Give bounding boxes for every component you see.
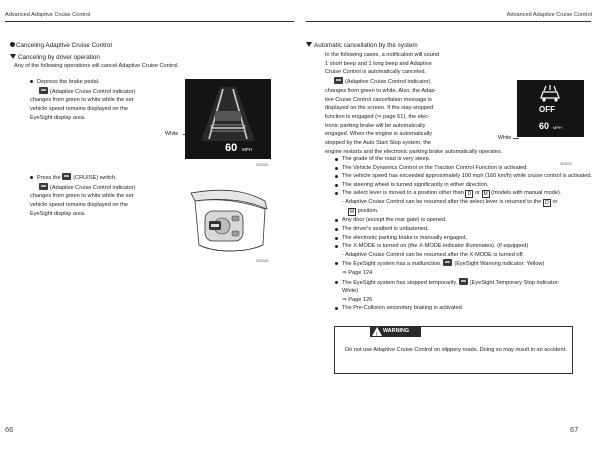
m-position-icon: M [483, 191, 488, 198]
fig3-unit: MPH [553, 125, 562, 130]
fig2-id: S03183 [256, 259, 269, 263]
header-divider-right [306, 21, 591, 22]
cruise-switch-icon [62, 173, 71, 180]
m-position-icon: M [349, 209, 355, 216]
fig3-id: S03037 [560, 162, 573, 166]
page-number-left: 66 [5, 425, 14, 434]
triangle-down-icon [306, 42, 312, 47]
fig1-id: S03020 [256, 163, 269, 167]
list-item: The vehicle speed has exceeded approximately 100 mph (160 km/h) while cruise control is activated. [334, 172, 596, 181]
list-item: The X-MODE is turned on (the X-MODE indicator illuminates). (if equipped) [334, 242, 596, 251]
auto-cancel-title: Automatic cancellation by the system [306, 42, 418, 49]
fig3-off-text: OFF [539, 105, 555, 114]
page-ref-126: ⇒ Page 126 [342, 296, 373, 303]
warning-text: Do not use Adaptive Cruise Control on slippery roads. Doing so may result in an accident. [345, 347, 567, 353]
list-item: The select lever is moved to a position other than D or M (models with manual mode). [334, 189, 596, 198]
intro-text: Any of the following operations will cancel Adaptive Cruise Control. [14, 63, 180, 69]
eyesight-temp-stop-icon [459, 278, 468, 285]
header-divider-left [5, 21, 294, 22]
warning-box [334, 326, 573, 374]
list-item: The Vehicle Dynamics Control or the Traction Control Function is activated. [334, 164, 596, 173]
page-ref-124: ⇒ Page 124 [342, 269, 373, 276]
subsection-title: Canceling by driver operation [10, 54, 100, 61]
list-item: The driver's seatbelt is unfastened. [334, 225, 596, 234]
triangle-down-icon [10, 54, 16, 59]
fig1-unit: MPH [242, 147, 252, 152]
list-item: The steering wheel is turned significantly in either direction. [334, 181, 596, 190]
eyesight-display-figure [185, 79, 271, 159]
eyesight-warning-icon [443, 259, 452, 266]
d-position-icon: D [465, 190, 473, 198]
fig3-white-label: White [498, 135, 512, 141]
list-item: The EyeSight system has stopped temporarily. (EyeSight Temporary Stop indicator: [334, 278, 596, 288]
bullet-dot-icon [10, 42, 15, 47]
d-position-icon: D [543, 199, 551, 207]
brake-bullet: Depress the brake pedal. (Adaptive Cruise Control indicator) changes from green to white while the set vehicle speed remains displayed on the EyeSight display area. [30, 79, 136, 121]
fig3-speed: 60 [539, 121, 550, 131]
cancel-display-figure [517, 80, 584, 137]
cruise-indicator-icon [334, 77, 343, 84]
list-item: The EyeSight system has a malfunction. (EyeSight Warning indicator: Yellow) [334, 259, 596, 269]
running-header-left: Advanced Adaptive Cruise Control [5, 12, 91, 18]
fig1-speed: 60 [225, 142, 238, 154]
cruise-indicator-icon [39, 183, 48, 190]
list-item: The grade of the road is very steep. [334, 155, 596, 164]
cruise-switch-bullet: Press the (CRUISE) switch. (Adaptive Cruise Control indicator) changes from green to white while the set vehicle speed remains displayed on the EyeSight display area. [30, 175, 136, 217]
list-item: The electronic parking brake is manually engaged. [334, 234, 596, 243]
warning-triangle-icon: ! [372, 327, 382, 336]
page-number-right: 67 [570, 425, 579, 434]
steering-switch-figure [185, 187, 271, 257]
cancel-conditions-list: The grade of the road is very steep. The Vehicle Dynamics Control or the Traction Control Function is activated. The vehicle speed has exceeded approximately 100 mph (160 km/h) while cruise control is activated. The steering wheel is turned significantly in either direction. The select lever is moved to a position other than D or M (models with manual mode). - Adaptive Cruise Control can be resumed after the select lever is returned to the D or M position. Any door (except the rear gate) is opened. The driver's seatbelt is unfastened. The electronic parking brake is manually engaged. The X-MODE is turned on (the X-MODE indicator illuminates). (if equipped) - Adaptive Cruise Control can be resumed after the X-MODE is turned off. The EyeSight system has a malfunction. (EyeSight Warning indicator: Yellow) ⇒ Page 124 The EyeSight system has stopped temporarily. (EyeSight Temporary Stop indicator: White) ⇒ Page 126 The Pre-Collision secondary braking is activated. [334, 155, 596, 313]
steering-switch-graphic [185, 187, 271, 257]
cruise-indicator-icon [39, 87, 48, 94]
warning-badge: ! WARNING [370, 326, 421, 337]
list-item: Any door (except the rear gate) is opened. [334, 216, 596, 225]
auto-cancel-intro: In the following cases, a notification will sound 1 short beep and 1 long beep and Adaptive Cruise Control is automatically canceled. (Adaptive Cruise Control indicator) changes from green to white. Also, the Adap- tive Cruise Control cancellation message is displayed on the screen. If the stay-stopped function is engaged (⇒ page 61), the elec- tronic parking brake will be automatically engaged. When the engine is automatically stopped by the Auto Start Stop system, the engine restarts and the electronic parking brake automatically operates. [325, 52, 503, 155]
section-title: Canceling Adaptive Cruise Control [10, 42, 112, 49]
running-header-right: Advanced Adaptive Cruise Control [506, 12, 592, 18]
list-item: The Pre-Collision secondary braking is activated. [334, 304, 596, 313]
fig1-white-label: White [165, 131, 179, 137]
